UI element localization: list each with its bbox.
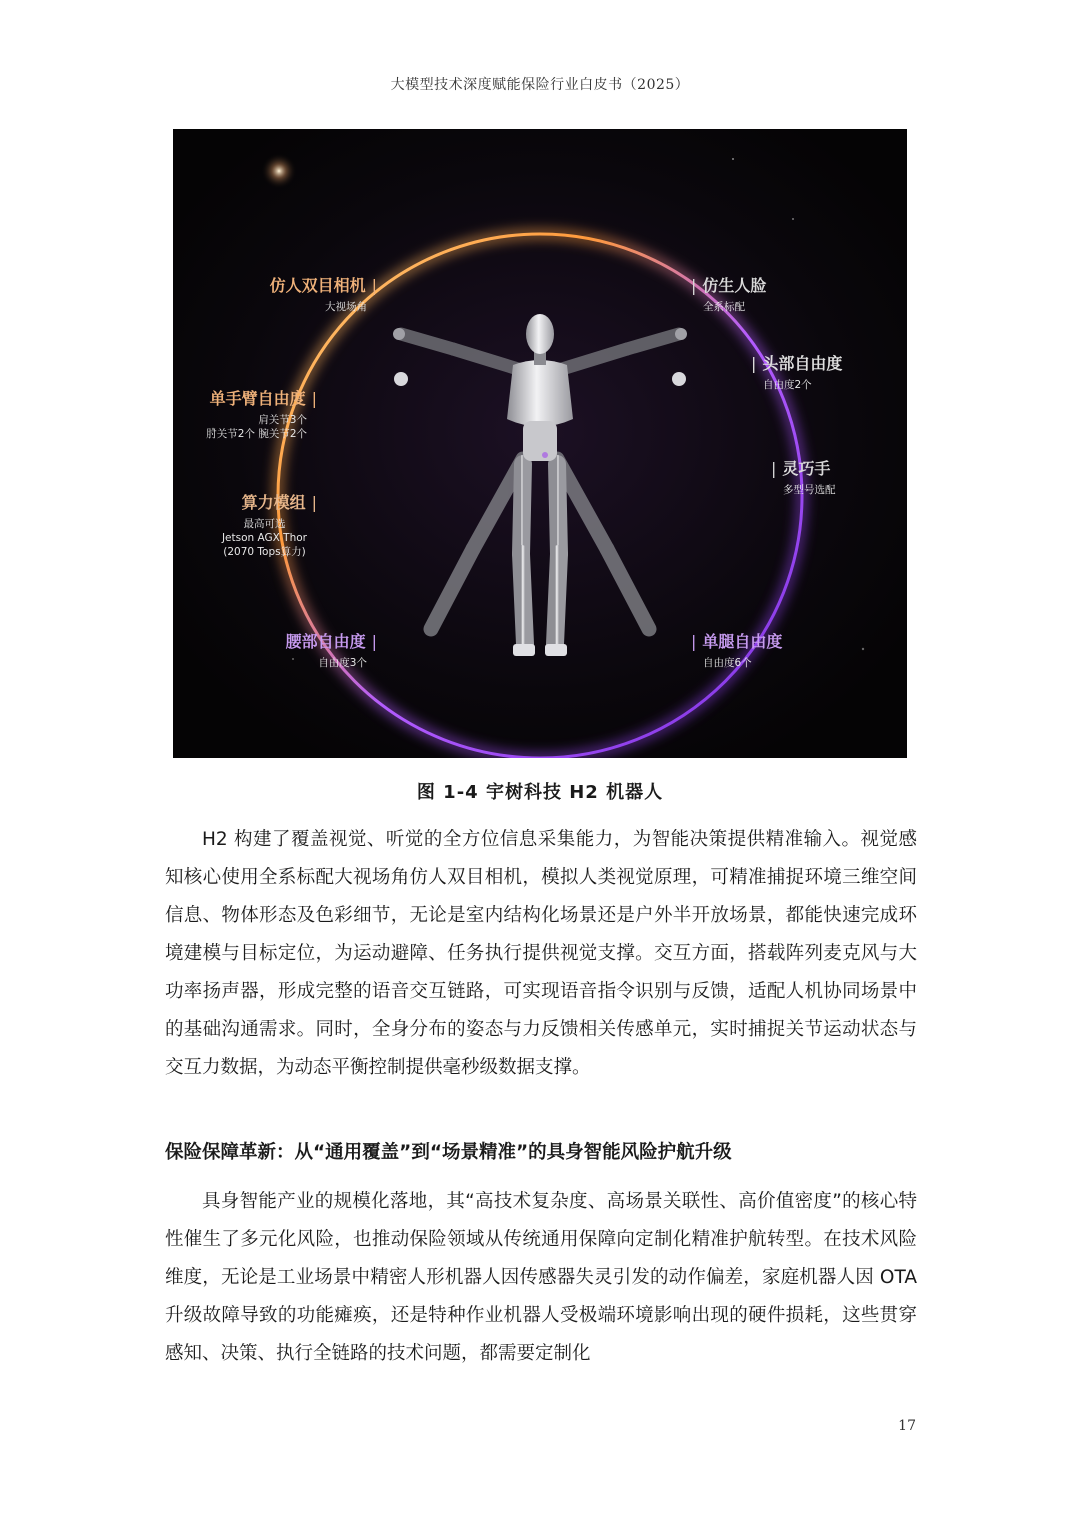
annotation-arm-sub-1: 肩关节3个	[258, 414, 307, 426]
annotation-hand	[771, 456, 836, 497]
annotation-arm-title: 单手臂自由度 |	[206, 386, 317, 409]
annotation-waist	[286, 629, 377, 670]
annotation-camera	[270, 273, 377, 314]
annotation-waist-title: 腰部自由度 |	[286, 629, 377, 652]
annotation-leg-sub: 自由度6个	[703, 657, 752, 669]
annotation-compute-sub-2: Jetson AGX Thor	[221, 532, 307, 544]
annotation-arm	[206, 386, 317, 441]
annotation-waist-sub: 自由度3个	[318, 657, 367, 669]
annotation-camera-title: 仿人双目相机 |	[270, 273, 377, 296]
annotation-leg	[691, 629, 782, 670]
annotation-compute-sub-1: 最高可选	[243, 518, 286, 530]
annotation-face-sub: 全系标配	[703, 301, 745, 313]
robot-figure	[173, 129, 907, 758]
annotation-compute-sub-3: (2070 Tops算力)	[223, 546, 306, 558]
annotation-camera-sub: 大视场角	[325, 301, 367, 313]
body-paragraph-2: 具身智能产业的规模化落地，其“高技术复杂度、高场景关联性、高价值密度”的核心特性催生了多元化风险，也推动保险领域从传统通用保障向定制化精准护航转型。在技术风险维度，无论是工业场景中精密人形机器人因传感器失灵引发的动作偏差，家庭机器人因 OTA 升级故障导致的功能瘫痪，还是特种作业机器人受极端环境影响出现的硬件损耗，这些贯穿感知、决策、执行全链路的技术问题，都需要定制化	[165, 1191, 917, 1364]
section-subheading: 保险保障革新：从“通用覆盖”到“场景精准”的具身智能风险护航升级	[165, 1142, 732, 1163]
annotation-head-sub: 自由度2个	[763, 379, 812, 391]
annotation-compute	[222, 490, 317, 559]
annotation-head	[751, 351, 842, 392]
annotation-face	[691, 273, 766, 314]
page-header: 大模型技术深度赋能保险行业白皮书（2025）	[390, 77, 690, 93]
robot-illustration	[173, 129, 907, 758]
annotation-head-title: | 头部自由度	[751, 351, 842, 374]
body-paragraph-1: H2 构建了覆盖视觉、听觉的全方位信息采集能力，为智能决策提供精准输入。视觉感知核心使用全系标配大视场角仿人双目相机，模拟人类视觉原理，可精准捕捉环境三维空间信息、物体形态及色彩细节，无论是室内结构化场景还是户外半开放场景，都能快速完成环境建模与目标定位，为运动避障、任务执行提供视觉支撑。交互方面，搭载阵列麦克风与大功率扬声器，形成完整的语音交互链路，可实现语音指令识别与反馈，适配人机协同场景中的基础沟通需求。同时，全身分布的姿态与力反馈相关传感单元，实时捕捉关节运动状态与交互力数据，为动态平衡控制提供毫秒级数据支撑。	[165, 829, 917, 1078]
annotation-hand-title: | 灵巧手	[771, 456, 836, 479]
annotation-compute-title: 算力模组 |	[222, 490, 317, 513]
annotation-leg-title: | 单腿自由度	[691, 629, 782, 652]
annotation-hand-sub: 多型号选配	[783, 484, 836, 496]
figure-caption: 图 1-4 宇树科技 H2 机器人	[416, 782, 664, 803]
annotation-face-title: | 仿生人脸	[691, 273, 766, 296]
annotation-arm-sub-2: 肘关节2个 腕关节2个	[206, 428, 307, 440]
page-number: 17	[898, 1418, 916, 1434]
